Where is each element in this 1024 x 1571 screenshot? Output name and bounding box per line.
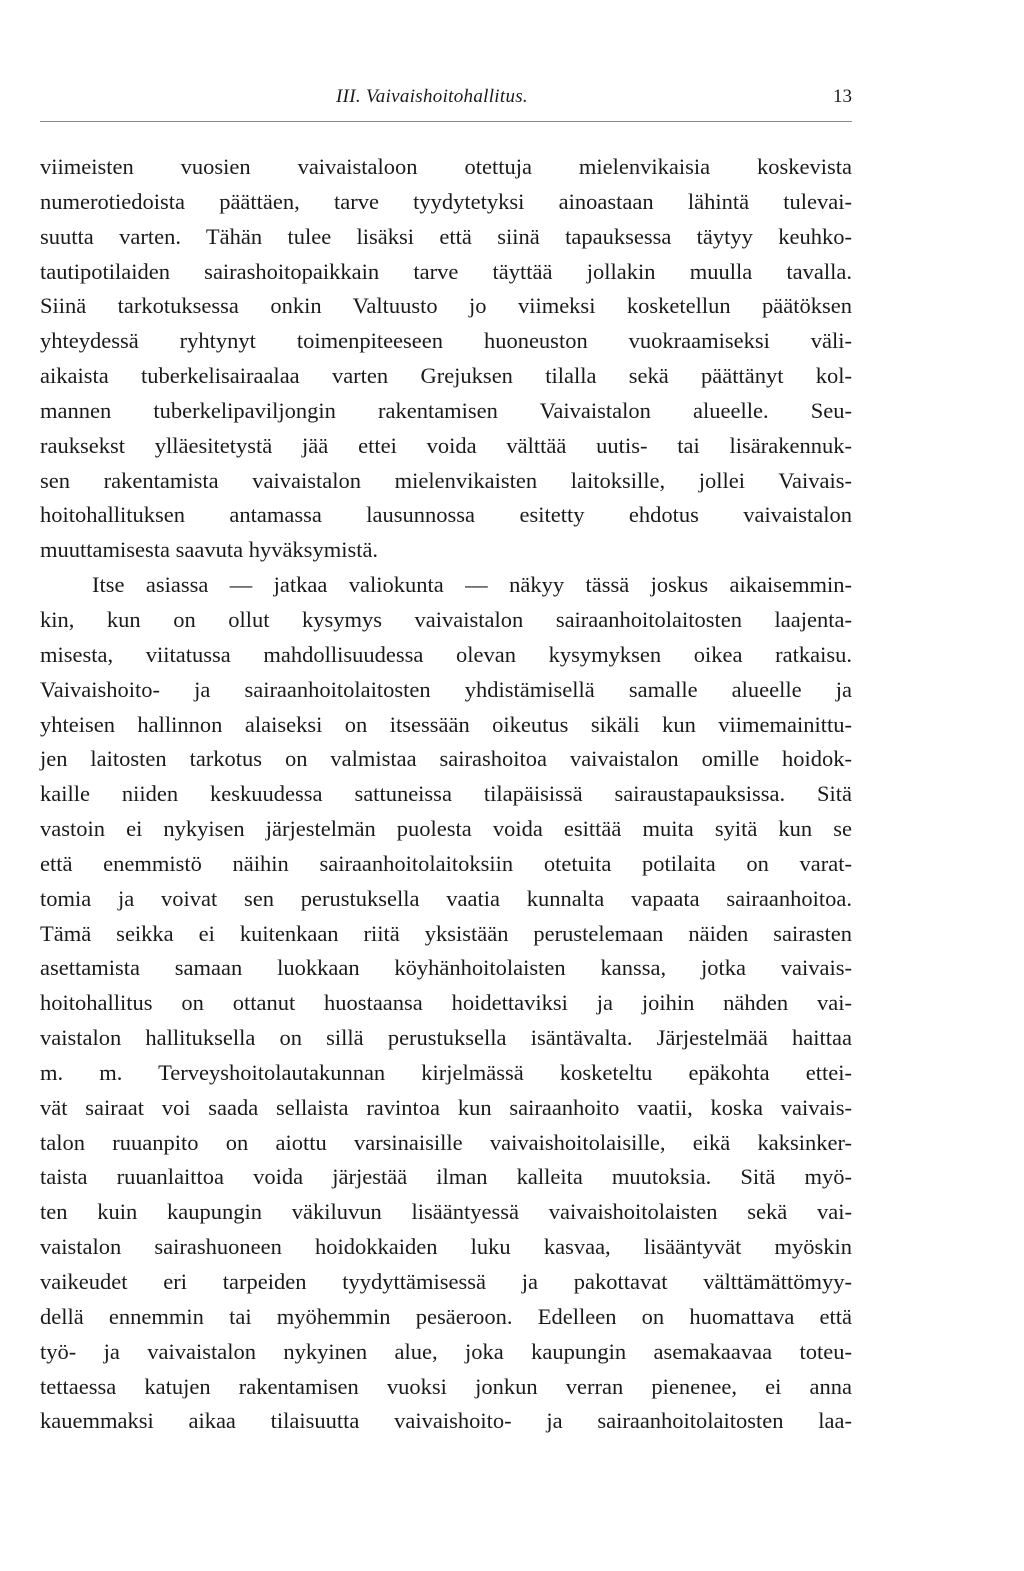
text-line: hoitohallituksen antamassa lausunnossa esitetty ehdotus vaivaistalon [40,502,852,528]
body-text [40,150,852,1439]
text-line: rauksekst ylläesitetystä jää ettei voida välttää uutis- tai lisärakennuk- [40,432,852,458]
page-number: 13 [833,86,852,107]
text-line: yhteydessä ryhtynyt toimenpiteeseen huoneuston vuokraamiseksi väli- [40,328,852,354]
text-line: kauemmaksi aikaa tilaisuutta vaivaishoito- ja sairaanhoitolaitosten laa- [40,1408,852,1434]
text-line: kin, kun on ollut kysymys vaivaistalon sairaanhoitolaitosten laajenta- [40,606,852,632]
text-line: jen laitosten tarkotus on valmistaa sairashoitoa vaivaistalon omille hoidok- [40,746,852,772]
text-line: Siinä tarkotuksessa onkin Valtuusto jo viimeksi kosketellun päätöksen [40,293,852,319]
header-rule [40,121,852,122]
text-line: vastoin ei nykyisen järjestelmän puolesta voida esittää muita syitä kun se [40,816,852,842]
text-line: sen rakentamista vaivaistalon mielenvikaisten laitoksille, jollei Vaivais- [40,467,852,493]
text-line: aikaista tuberkelisairaalaa varten Grejuksen tilalla sekä päättänyt kol- [40,363,852,389]
text-line: yhteisen hallinnon alaiseksi on itsessään oikeutus sikäli kun viimemainittu- [40,711,852,737]
text-line: Tämä seikka ei kuitenkaan riitä yksistään perustelemaan näiden sairasten [40,920,852,946]
text-line: viimeisten vuosien vaivaistaloon otettuja mielenvikaisia koskevista [40,154,852,179]
text-line: suutta varten. Tähän tulee lisäksi että siinä tapauksessa täytyy keuhko- [40,223,852,249]
text-line: vaikeudet eri tarpeiden tyydyttämisessä ja pakottavat välttämättömyy- [40,1269,852,1294]
text-line: muuttamisesta saavuta hyväksymistä. [40,537,379,563]
text-line: vät sairaat voi saada sellaista ravintoa kun sairaanhoito vaatii, koska vaivais- [40,1094,852,1120]
text-line: ten kuin kaupungin väkiluvun lisääntyessä vaivaishoitolaisten sekä vai- [40,1199,852,1225]
text-line: tettaessa katujen rakentamisen vuoksi jonkun verran pienenee, ei anna [40,1373,852,1399]
text-line: Itse asiassa — jatkaa valiokunta — näkyy tässä joskus aikaisemmin- [92,572,852,598]
text-line: kaille niiden keskuudessa sattuneissa tilapäisissä sairaustapauksissa. Sitä [40,781,852,807]
running-title: III. Vaivaishoitohallitus. [336,86,528,107]
text-line: tautipotilaiden sairashoitopaikkain tarve täyttää jollakin muulla tavalla. [40,258,852,284]
text-line: tomia ja voivat sen perustuksella vaatia kunnalta vapaata sairaanhoitoa. [40,885,852,911]
text-line: talon ruuanpito on aiottu varsinaisille vaivaishoitolaisille, eikä kaksinker- [40,1129,852,1155]
running-head [40,86,852,116]
text-line: misesta, viitatussa mahdollisuudessa olevan kysymyksen oikea ratkaisu. [40,641,852,667]
text-line: asettamista samaan luokkaan köyhänhoitolaisten kanssa, jotka vaivais- [40,955,852,981]
text-line: numerotiedoista päättäen, tarve tyydytetyksi ainoastaan lähintä tulevai- [40,188,852,214]
text-line: m. m. Terveyshoitolautakunnan kirjelmässä kosketeltu epäkohta ettei- [40,1059,852,1085]
text-line: hoitohallitus on ottanut huostaansa hoidettaviksi ja joihin nähden vai- [40,990,852,1016]
text-line: mannen tuberkelipaviljongin rakentamisen Vaivaistalon alueelle. Seu- [40,397,852,423]
text-line: taista ruuanlaittoa voida järjestää ilman kalleita muutoksia. Sitä myö- [40,1164,852,1190]
text-line: vaistalon hallituksella on sillä perustuksella isäntävalta. Järjestelmää haittaa [40,1025,852,1051]
text-line: työ- ja vaivaistalon nykyinen alue, joka kaupungin asemakaavaa toteu- [40,1338,852,1364]
text-line: Vaivaishoito- ja sairaanhoitolaitosten yhdistämisellä samalle alueelle ja [40,676,852,702]
text-line: dellä ennemmin tai myöhemmin pesäeroon. Edelleen on huomattava että [40,1303,852,1329]
text-line: että enemmistö näihin sairaanhoitolaitoksiin otetuita potilaita on varat- [40,850,852,876]
text-line: vaistalon sairashuoneen hoidokkaiden luku kasvaa, lisääntyvät myöskin [40,1234,852,1260]
